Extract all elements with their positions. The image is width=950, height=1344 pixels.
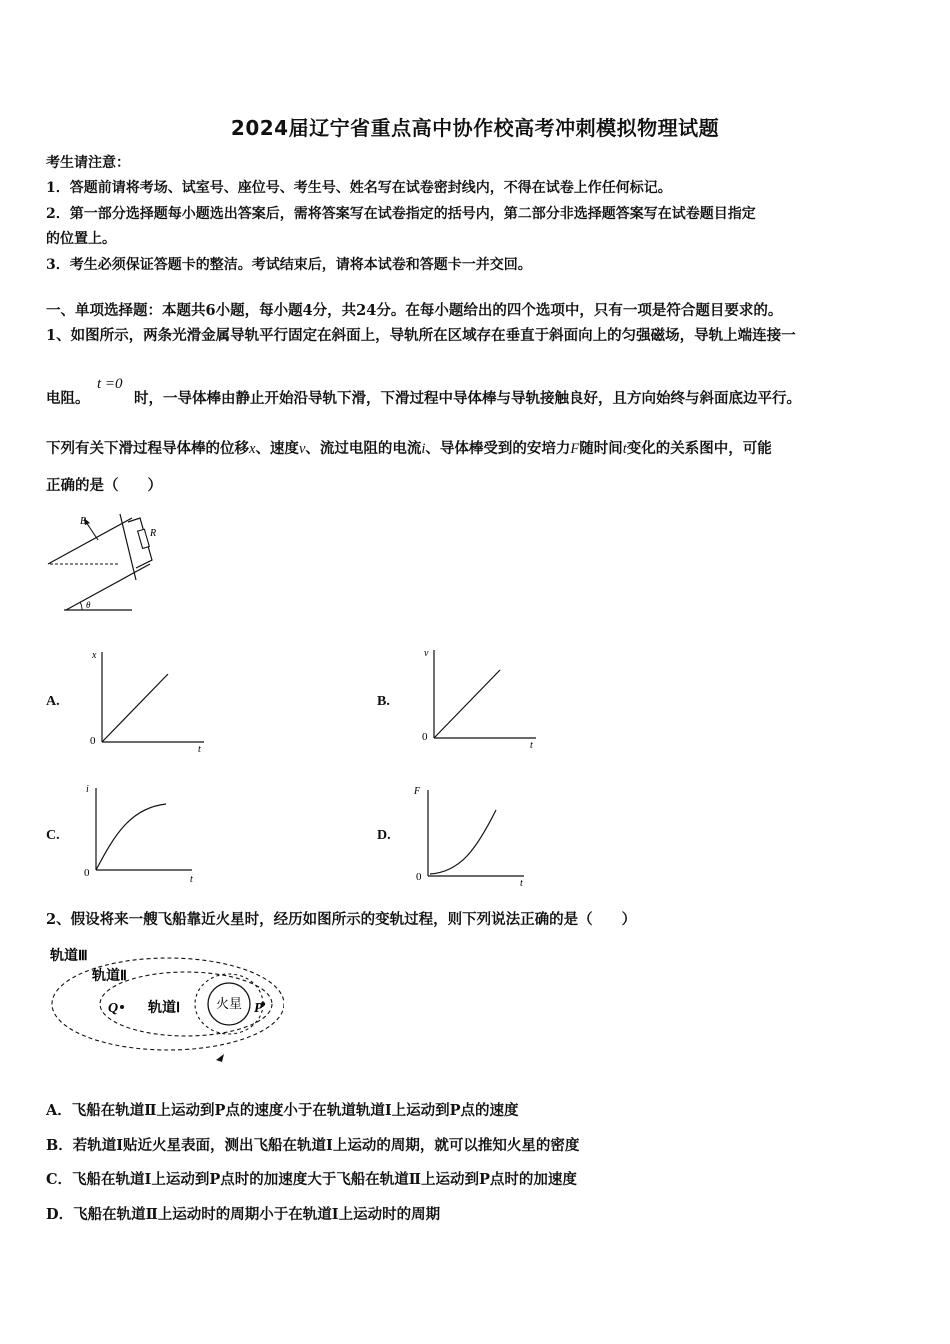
option-a-label: A. — [46, 694, 60, 709]
angle-arc — [80, 602, 82, 610]
q2-stem: 2、假设将来一艘飞船靠近火星时，经历如图所示的变轨过程，则下列说法正确的是（ ） — [46, 911, 637, 928]
q2-option-b: B．若轨道I贴近火星表面，测出飞船在轨道I上运动的周期，就可以推知火星的密度 — [46, 1137, 580, 1154]
q1-line3-b: 、速度 — [255, 440, 299, 457]
incline-figure — [40, 506, 180, 618]
graph-a — [86, 644, 216, 754]
q2-option-d: D．飞船在轨道Ⅱ上运动时的周期小于在轨道I上运动时的周期 — [46, 1206, 441, 1223]
q1-t0: t =0 — [97, 376, 123, 392]
q1-line1: 1、如图所示，两条光滑金属导轨平行固定在斜面上，导轨所在区域存在垂直于斜面向上的匀强磁场，导轨上端连接一 — [46, 327, 796, 344]
q1-sym-v: v — [298, 441, 306, 457]
point-q — [120, 1005, 124, 1009]
graph-d-origin: 0 — [416, 871, 422, 883]
q1-line2-b: 时，一导体棒由静止开始沿导轨下滑，下滑过程中导体棒与导轨接触良好，且方向始终与斜面底边平行。 — [134, 390, 801, 407]
graph-c-origin: 0 — [84, 867, 90, 879]
q1-sym-t: t — [622, 441, 627, 457]
q1-sym-i: i — [421, 441, 426, 457]
resistor — [138, 529, 150, 548]
q2-option-c: C．飞船在轨道I上运动到P点时的加速度大于飞船在轨道Ⅱ上运动到P点时的加速度 — [46, 1171, 577, 1188]
q1-sym-F: F — [570, 441, 580, 457]
q1-line3-a: 下列有关下滑过程导体棒的位移 — [46, 440, 249, 457]
graph-b — [418, 642, 548, 752]
graph-c-curve — [96, 804, 166, 870]
notice-item-1: 1．答题前请将考场、试室号、座位号、考生号、姓名写在试卷密封线内，不得在试卷上作任何标记。 — [46, 180, 672, 196]
notice-heading: 考生请注意： — [46, 155, 130, 171]
q2-option-a: A．飞船在轨道Ⅱ上运动到P点的速度小于在轨道轨道Ⅰ上运动到P点的速度 — [46, 1102, 519, 1119]
graph-d — [412, 780, 542, 890]
graph-a-ylabel: x — [92, 650, 97, 661]
graph-a-xlabel: t — [198, 744, 201, 754]
option-c-label: C. — [46, 828, 60, 843]
rail-right — [66, 564, 150, 610]
notice-item-2-cont: 的位置上。 — [46, 231, 116, 247]
q1-line3 — [46, 440, 772, 458]
q1-line4: 正确的是（ ） — [46, 477, 162, 494]
resistor-label: R — [150, 528, 157, 539]
orbit-2-label: 轨道Ⅱ — [92, 969, 127, 984]
graph-b-ylabel: v — [424, 648, 429, 659]
angle-label: θ — [86, 600, 91, 610]
graph-c — [80, 778, 210, 888]
q1-line3-f: 变化的关系图中，可能 — [626, 440, 772, 457]
point-p-label: P — [254, 1001, 263, 1016]
point-q-label: Q — [108, 1001, 119, 1016]
notice-item-3: 3．考生必须保证答题卡的整洁。考试结束后，请将本试卷和答题卡一并交回。 — [46, 257, 532, 273]
section-heading: 一、单项选择题：本题共6小题，每小题4分，共24分。在每小题给出的四个选项中，只有一项是符合题目要求的。 — [46, 302, 783, 319]
q1-line3-c: 、流过电阻的电流 — [305, 440, 422, 457]
graph-c-xlabel: t — [190, 874, 193, 885]
q1-line2-a: 电阻。 — [46, 390, 90, 407]
graph-d-curve — [430, 810, 496, 874]
graph-b-xlabel: t — [530, 740, 533, 751]
graph-b-origin: 0 — [422, 731, 428, 743]
q1-line3-d: 、导体棒受到的安培力 — [425, 440, 571, 457]
graph-b-curve — [434, 670, 500, 738]
field-arrow — [86, 522, 98, 540]
page-title: 2024届辽宁省重点高中协作校高考冲刺模拟物理试题 — [230, 116, 720, 140]
rail-left — [48, 518, 132, 564]
mars-label: 火星 — [216, 996, 243, 1011]
q1-line3-e: 随时间 — [579, 440, 623, 457]
orbit-1-label: 轨道Ⅰ — [148, 1001, 181, 1016]
graph-d-ylabel: F — [414, 786, 421, 797]
orbit-3-label: 轨道Ⅲ — [50, 949, 88, 964]
direction-arrow — [216, 1054, 224, 1062]
rail-end — [120, 514, 136, 580]
q1-sym-x: x — [249, 441, 256, 457]
graph-a-curve — [102, 674, 168, 742]
option-b-label: B. — [377, 694, 390, 709]
field-label: B — [80, 516, 87, 527]
graph-c-ylabel: i — [86, 784, 89, 795]
graph-a-origin: 0 — [90, 735, 96, 747]
notice-item-2: 2．第一部分选择题每小题选出答案后，需将答案写在试卷指定的括号内，第二部分非选择题答案写在试卷题目指定 — [46, 206, 756, 222]
option-d-label: D. — [377, 828, 391, 843]
orbit-figure — [44, 938, 284, 1070]
graph-d-xlabel: t — [520, 878, 523, 889]
